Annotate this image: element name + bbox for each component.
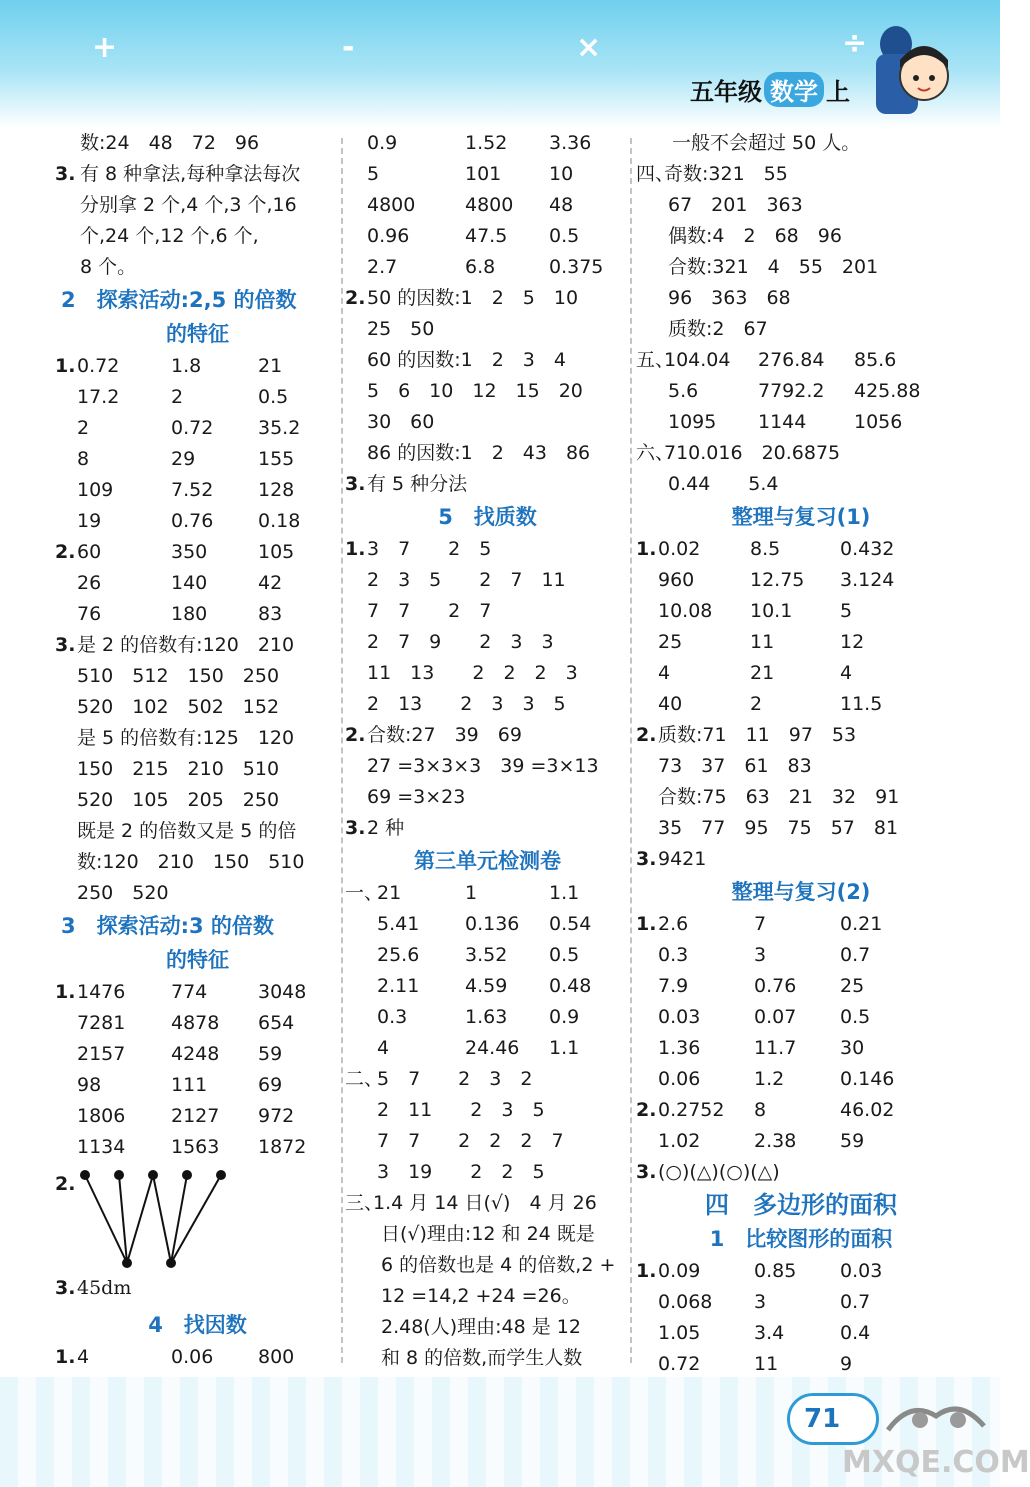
question-number: 2.	[55, 1173, 76, 1195]
answer-row: 0.3 3 0.7	[658, 944, 871, 966]
answer-row: 8 29 155	[77, 448, 295, 470]
answer-column-2	[345, 128, 630, 1374]
answer-line: 是 5 的倍数有:125 120	[77, 727, 295, 749]
answer-row: 19 0.76 0.18	[77, 510, 301, 532]
answer-row: 0.72 11 9	[658, 1353, 853, 1375]
answer-row: 0.03 0.07 0.5	[658, 1006, 871, 1028]
answer-column-1	[55, 128, 340, 1373]
answer-line: 3. 45dm	[55, 1277, 132, 1299]
answer-row: 1095 1144 1056	[668, 411, 903, 433]
answer-line: 30 60	[367, 411, 435, 433]
divide-decoration: ÷	[842, 26, 868, 61]
answer-row: 4 24.46 1.1	[377, 1037, 580, 1059]
answer-line: 质数:2 67	[668, 318, 768, 340]
matching-diagram	[55, 1163, 340, 1273]
book-title	[690, 72, 850, 107]
grade-label: 五年级	[690, 78, 762, 106]
answer-line: 520 105 205 250	[77, 789, 280, 811]
answer-line: 3. 2 种	[345, 817, 405, 839]
answer-column-3	[636, 128, 966, 1380]
answer-row: 0.9 1.52 3.36	[367, 132, 592, 154]
header-band	[0, 0, 1000, 128]
answer-row: 1. 4 0.06 800	[55, 1346, 295, 1368]
answer-line: 三、 1.4 月 14 日(√) 4 月 26	[345, 1192, 597, 1214]
answer-line: 8 个。	[80, 256, 137, 278]
answer-row: 25.6 3.52 0.5	[377, 944, 580, 966]
answer-row: 2. 0.2752 8 46.02	[636, 1099, 895, 1121]
answer-row: 26 140 42	[77, 572, 283, 594]
answer-row: 5.41 0.136 0.54	[377, 913, 592, 935]
times-decoration: ×	[576, 30, 602, 65]
page-number: 71	[787, 1393, 879, 1445]
answer-row: 109 7.52 128	[77, 479, 295, 501]
answer-line: 67 201 363	[668, 194, 803, 216]
answer-row: 2 0.72 35.2	[77, 417, 301, 439]
answer-line: 150 215 210 510	[77, 758, 280, 780]
answer-line: 3. (○)(△)(○)(△)	[636, 1161, 780, 1183]
term-label: 上	[826, 78, 850, 106]
answer-line: 73 37 61 83	[658, 755, 812, 777]
answer-line: 数:120 210 150 510	[77, 851, 305, 873]
answer-row: 7.9 0.76 25	[658, 975, 865, 997]
watermark-text: MXQE.COM	[842, 1445, 1030, 1480]
answer-line: 27 =3×3×3 39 =3×13	[367, 755, 599, 777]
answer-line: 四、 奇数:321 55	[636, 163, 788, 185]
answer-row: 10.08 10.1 5	[658, 600, 853, 622]
answer-row: 98 111 69	[77, 1074, 283, 1096]
answer-row: 960 12.75 3.124	[658, 569, 895, 591]
answer-line: 60 的因数:1 2 3 4	[367, 349, 566, 371]
answer-line: 二、 5 7 2 3 2	[345, 1068, 533, 1090]
answer-line: 1. 3 7 2 5	[345, 538, 492, 560]
subject-label: 数学	[764, 72, 824, 107]
answer-row: 0.96 47.5 0.5	[367, 225, 580, 247]
answer-row: 2. 60 350 105	[55, 541, 295, 563]
answer-line: 6 的倍数也是 4 的倍数,2 +	[381, 1254, 616, 1276]
answer-line: 510 512 150 250	[77, 665, 280, 687]
section-heading: 2 探索活动:2,5 的倍数	[61, 288, 297, 312]
answer-line: 2. 质数:71 11 97 53	[636, 724, 857, 746]
answer-row: 1134 1563 1872	[77, 1136, 307, 1158]
answer-row: 17.2 2 0.5	[77, 386, 289, 408]
answer-row: 1.05 3.4 0.4	[658, 1322, 871, 1344]
answer-row: 2.11 4.59 0.48	[377, 975, 592, 997]
answer-row: 76 180 83	[77, 603, 283, 625]
answer-line: 96 363 68	[668, 287, 791, 309]
minus-decoration: -	[342, 30, 355, 65]
answer-line: 250 520	[77, 882, 169, 904]
answer-row: 1. 1476 774 3048	[55, 981, 307, 1003]
answer-line: 69 =3×23	[367, 786, 466, 808]
answer-line: 12 =14,2 +24 =26。	[381, 1285, 581, 1307]
answer-line: 一般不会超过 50 人。	[672, 132, 861, 154]
answer-line: 3. 9421	[636, 848, 707, 870]
answer-row: 4 21 4	[658, 662, 853, 684]
answer-row: 一、 21 1 1.1	[345, 882, 580, 904]
answer-line: 86 的因数:1 2 43 86	[367, 442, 591, 464]
answer-line: 个,24 个,12 个,6 个,	[80, 225, 259, 247]
answer-line: 25 50	[367, 318, 435, 340]
answer-line: 2 3 5 2 7 11	[367, 569, 566, 591]
answer-row: 5.6 7792.2 425.88	[668, 380, 921, 402]
answer-row: 1. 0.02 8.5 0.432	[636, 538, 895, 560]
answer-line: 7 7 2 7	[367, 600, 492, 622]
answer-line: 分别拿 2 个,4 个,3 个,16	[80, 194, 297, 216]
answer-line: 3. 有 5 种分法	[345, 473, 468, 495]
answer-row: 25 11 12	[658, 631, 865, 653]
answer-line: 7 7 2 2 2 7	[377, 1130, 564, 1152]
answer-line: 3. 是 2 的倍数有:120 210	[55, 634, 295, 656]
answer-line: 合数:321 4 55 201	[668, 256, 879, 278]
column-divider	[630, 138, 632, 1363]
answer-line: 2 13 2 3 3 5	[367, 693, 566, 715]
answer-row: 2157 4248 59	[77, 1043, 283, 1065]
section-heading: 3 探索活动:3 的倍数	[61, 914, 274, 938]
answer-row: 0.068 3 0.7	[658, 1291, 871, 1313]
answer-line: 2. 50 的因数:1 2 5 10	[345, 287, 579, 309]
answer-line: 3. 有 8 种拿法,每种拿法每次	[55, 163, 301, 185]
answer-row: 40 2 11.5	[658, 693, 883, 715]
answer-line: 520 102 502 152	[77, 696, 280, 718]
answer-line: 数:24 48 72 96	[80, 132, 260, 154]
answer-row: 五、 104.04 276.84 85.6	[636, 349, 897, 371]
section-heading: 的特征	[166, 322, 229, 346]
answer-line: 3 19 2 2 5	[377, 1161, 545, 1183]
answer-line: 2. 合数:27 39 69	[345, 724, 522, 746]
answer-line: 0.44 5.4	[668, 473, 779, 495]
answer-row: 1.36 11.7 30	[658, 1037, 865, 1059]
matching-lines-icon	[75, 1163, 275, 1273]
answer-row: 1. 2.6 7 0.21	[636, 913, 883, 935]
answer-line: 2 11 2 3 5	[377, 1099, 545, 1121]
column-divider	[341, 138, 343, 1363]
section-heading: 1 比较图形的面积	[709, 1227, 893, 1251]
section-heading: 4 找因数	[148, 1313, 247, 1337]
answer-row: 2.7 6.8 0.375	[367, 256, 604, 278]
answer-line: 六、 710.016 20.6875	[636, 442, 841, 464]
section-heading: 整理与复习(2)	[731, 880, 871, 904]
chapter-heading: 四 多边形的面积	[705, 1191, 897, 1219]
answer-line: 2.48(人)理由:48 是 12	[381, 1316, 581, 1338]
answer-line: 合数:75 63 21 32 91	[658, 786, 900, 808]
girl-mascot-icon	[866, 24, 956, 124]
answer-line: 既是 2 的倍数又是 5 的倍	[77, 820, 297, 842]
answer-row: 5 101 10	[367, 163, 574, 185]
answer-row: 1. 0.72 1.8 21	[55, 355, 283, 377]
answer-row: 7281 4878 654	[77, 1012, 295, 1034]
answer-row: 1.02 2.38 59	[658, 1130, 865, 1152]
answer-row: 1806 2127 972	[77, 1105, 295, 1127]
answer-line: 11 13 2 2 2 3	[367, 662, 578, 684]
answer-line: 2 7 9 2 3 3	[367, 631, 554, 653]
answer-row: 0.06 1.2 0.146	[658, 1068, 895, 1090]
watermark-logo-icon	[880, 1390, 990, 1446]
answer-line: 5 6 10 12 15 20	[367, 380, 583, 402]
answer-line: 偶数:4 2 68 96	[668, 225, 842, 247]
section-heading: 5 找质数	[438, 505, 537, 529]
answer-row: 1. 0.09 0.85 0.03	[636, 1260, 883, 1282]
section-heading: 的特征	[166, 948, 229, 972]
answer-row: 0.3 1.63 0.9	[377, 1006, 580, 1028]
plus-decoration: +	[92, 30, 118, 65]
answer-line: 日(√)理由:12 和 24 既是	[381, 1223, 595, 1245]
section-heading: 第三单元检测卷	[414, 849, 561, 873]
answer-line: 35 77 95 75 57 81	[658, 817, 899, 839]
answer-line: 和 8 的倍数,而学生人数	[381, 1347, 583, 1369]
answer-row: 4800 4800 48	[367, 194, 574, 216]
section-heading: 整理与复习(1)	[731, 505, 871, 529]
